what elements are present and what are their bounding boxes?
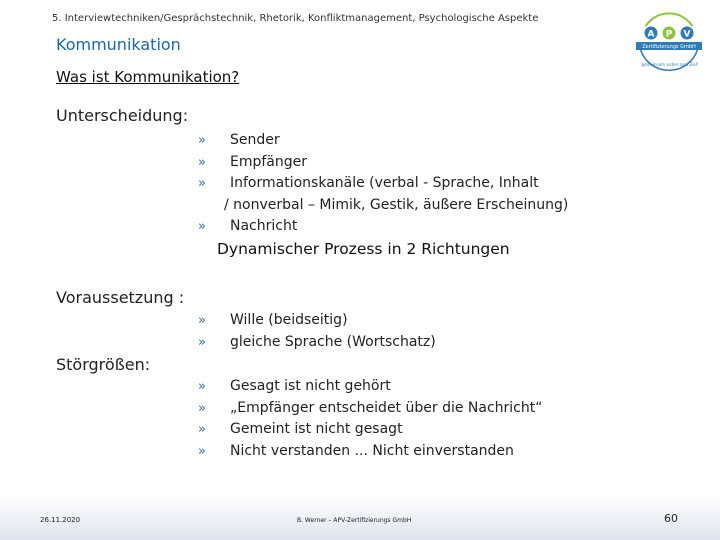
logo-subtitle: Zertifizierungs GmbH (642, 44, 696, 50)
highlight-text: Dynamischer Prozess in 2 Richtungen (217, 240, 510, 258)
list-item: » „Empfänger entscheidet über die Nachricht“ (198, 398, 543, 420)
bullet-icon: » (198, 219, 206, 234)
list-item: » Nicht verstanden ... Nicht einverstanden (198, 441, 543, 463)
bullet-icon: » (198, 313, 206, 328)
list-voraussetzung (198, 310, 436, 353)
bullet-icon: » (198, 176, 206, 191)
list-item: » Empfänger (198, 152, 568, 174)
list-item: » Sender (198, 130, 568, 152)
chapter-heading: 5. Interviewtechniken/Gesprächstechnik, Rhetorik, Konfliktmanagement, Psychologische Aspekte (52, 13, 539, 24)
logo-tagline: gemeinsam sicher zum Ziel! (641, 62, 699, 67)
bullet-icon: » (198, 443, 206, 459)
list-unterscheidung (198, 130, 568, 238)
slide-question: Was ist Kommunikation? (56, 68, 240, 86)
footer-author: B. Werner – APV-Zertifizierungs GmbH (297, 517, 412, 524)
bullet-icon: » (198, 154, 206, 170)
footer-date: 26.11.2020 (40, 516, 81, 524)
bullet-icon: » (198, 133, 206, 148)
bullet-icon: » (198, 422, 206, 437)
label-voraussetzung: Voraussetzung : (56, 288, 185, 307)
list-item: » Gesagt ist nicht gehört (198, 376, 543, 398)
label-stoergroessen: Störgrößen: (56, 355, 151, 374)
logo-letter-v: V (683, 29, 691, 40)
list-item: » Informationskanäle (verbal - Sprache, Inhalt / nonverbal – Mimik, Gestik, äußere Erscheinung) (198, 175, 569, 213)
apv-logo (628, 8, 710, 80)
list-item: » Wille (beidseitig) (198, 310, 436, 332)
list-item: » Gemeint ist nicht gesagt (198, 419, 543, 441)
section-title: Kommunikation (56, 35, 181, 54)
bullet-icon: » (198, 334, 206, 350)
list-stoergroessen (198, 376, 543, 462)
list-item: » Nachricht (198, 216, 568, 238)
logo-letter-p: P (665, 29, 673, 40)
label-unterscheidung: Unterscheidung: (56, 106, 189, 125)
logo-letter-a: A (647, 29, 655, 40)
bullet-icon: » (198, 379, 206, 394)
page-number: 60 (664, 512, 678, 525)
list-item: » gleiche Sprache (Wortschatz) (198, 332, 436, 354)
bullet-icon: » (198, 400, 206, 416)
